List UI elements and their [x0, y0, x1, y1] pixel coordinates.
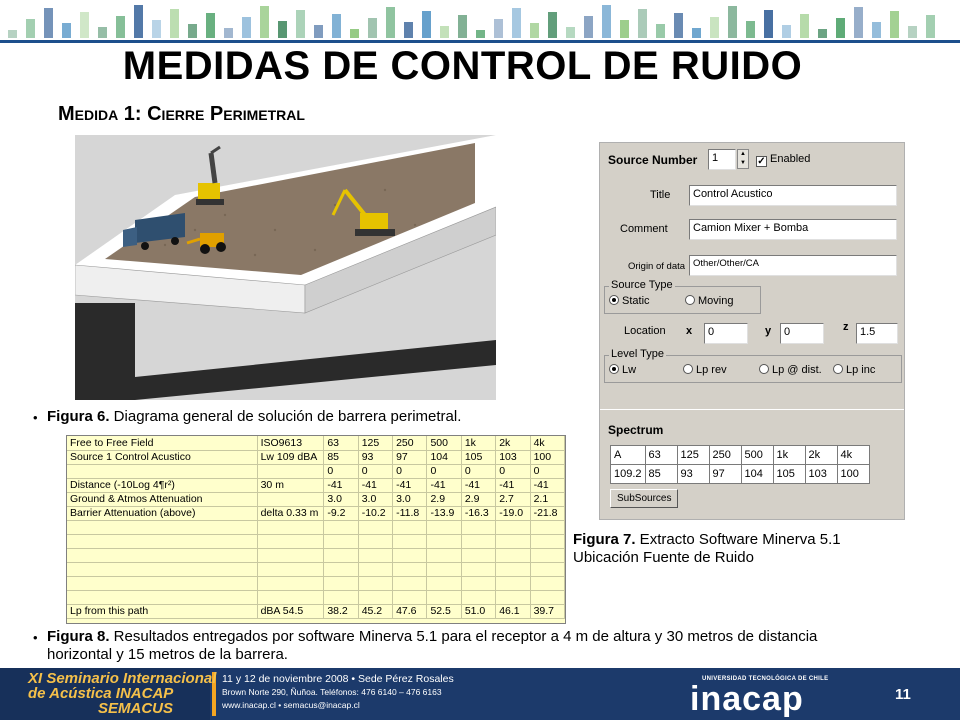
- level-lw-dot[interactable]: [609, 364, 619, 374]
- comment-label: Comment: [620, 223, 668, 235]
- table-cell: 93: [358, 450, 392, 464]
- equalizer-bar: [134, 5, 143, 38]
- equalizer-bar: [26, 19, 35, 38]
- table-cell: 0: [461, 464, 495, 478]
- equalizer-bar: [890, 11, 899, 38]
- table-empty-row: [67, 534, 565, 548]
- table-cell: -21.8: [530, 506, 564, 520]
- equalizer-bar: [332, 14, 341, 38]
- table-cell: 52.5: [427, 604, 461, 618]
- table-cell: -41: [461, 478, 495, 492]
- equalizer-bar: [764, 10, 773, 38]
- equalizer-bar: [116, 16, 125, 38]
- table-cell: [496, 534, 530, 548]
- location-label: Location: [624, 325, 666, 337]
- table-cell: [530, 562, 564, 576]
- table-cell: Distance (-10Log 4¶r²): [67, 478, 257, 492]
- table-cell: [427, 534, 461, 548]
- table-cell: [461, 520, 495, 534]
- level-lpdist-label: Lp @ dist.: [772, 364, 822, 376]
- equalizer-bar: [260, 6, 269, 38]
- moving-radio[interactable]: [685, 295, 733, 307]
- spectrum-header-cell: 125: [677, 446, 709, 465]
- equalizer-bar: [836, 18, 845, 38]
- equalizer-bar: [8, 30, 17, 38]
- spectrum-value-cell[interactable]: 100: [837, 465, 869, 484]
- y-input[interactable]: 0: [780, 323, 824, 344]
- level-lprev-dot[interactable]: [683, 364, 693, 374]
- table-cell: [358, 562, 392, 576]
- level-lpinc-radio[interactable]: [833, 364, 875, 376]
- event-line2: de Acústica INACAP: [28, 685, 174, 702]
- equalizer-bar: [62, 23, 71, 38]
- table-cell: 0: [496, 464, 530, 478]
- equalizer-bar: [818, 29, 827, 38]
- table-cell: 0: [358, 464, 392, 478]
- table-empty-row: [67, 590, 565, 604]
- table-cell: [393, 576, 427, 590]
- table-cell: 0: [393, 464, 427, 478]
- table-cell: 105: [461, 450, 495, 464]
- equalizer-bar: [386, 7, 395, 38]
- table-cell: [427, 548, 461, 562]
- table-cell: -10.2: [358, 506, 392, 520]
- table-cell: [496, 548, 530, 562]
- equalizer-bar: [494, 19, 503, 38]
- level-lprev-label: Lp rev: [696, 364, 727, 376]
- table-cell: [67, 548, 257, 562]
- table-cell: Ground & Atmos Attenuation: [67, 492, 257, 506]
- equalizer-bar: [350, 29, 359, 38]
- table-cell: 3.0: [358, 492, 392, 506]
- equalizer-bar: [296, 10, 305, 38]
- slide-subtitle: Medida 1: Cierre Perimetral: [58, 103, 305, 125]
- equalizer-bar: [674, 13, 683, 38]
- moving-label: Moving: [698, 295, 734, 307]
- spectrum-value-cell[interactable]: 104: [741, 465, 773, 484]
- equalizer-bar: [206, 13, 215, 38]
- table-cell: -13.9: [427, 506, 461, 520]
- equalizer-bar: [620, 20, 629, 38]
- table-cell: [530, 534, 564, 548]
- fig6-caption: [47, 408, 567, 426]
- table-cell: [257, 590, 324, 604]
- equalizer-bar: [80, 12, 89, 38]
- equalizer-bar: [314, 25, 323, 38]
- table-cell: 45.2: [358, 604, 392, 618]
- table-cell: [427, 520, 461, 534]
- equalizer-bar: [656, 24, 665, 38]
- fig6-label: Figura 6.: [47, 408, 110, 425]
- table-cell: 2.7: [496, 492, 530, 506]
- equalizer-bar: [44, 8, 53, 38]
- level-lpdist-dot[interactable]: [759, 364, 769, 374]
- level-lpinc-label: Lp inc: [846, 364, 876, 376]
- equalizer-bar: [584, 16, 593, 38]
- spectrum-header-cell: 63: [645, 446, 677, 465]
- fig7-label: Figura 7.: [573, 531, 636, 548]
- table-cell: 38.2: [324, 604, 358, 618]
- fig8-text: Resultados entregados por software Minerva 5.1 para el receptor a 4 m de altura y 30 metros de distancia horizontal y 15 metros de la barrera.: [47, 628, 818, 663]
- spectrum-header-cell: 1k: [773, 446, 805, 465]
- table-cell: 250: [393, 436, 427, 450]
- table-empty-row: [67, 562, 565, 576]
- table-cell: [358, 590, 392, 604]
- equalizer-bar: [746, 21, 755, 38]
- table-cell: 2.9: [427, 492, 461, 506]
- table-cell: 104: [427, 450, 461, 464]
- static-radio-dot[interactable]: [609, 295, 619, 305]
- table-cell: 46.1: [496, 604, 530, 618]
- table-cell: -41: [427, 478, 461, 492]
- source-number-spinner[interactable]: ▲ ▼: [737, 149, 749, 169]
- table-row: [67, 464, 565, 478]
- table-cell: [427, 576, 461, 590]
- equalizer-bar: [404, 22, 413, 38]
- equalizer-bar: [422, 11, 431, 38]
- equalizer-bar: [476, 30, 485, 38]
- table-cell: [427, 590, 461, 604]
- table-cell: 100: [530, 450, 564, 464]
- fig7-line1: Extracto Software Minerva 5.1: [635, 531, 841, 548]
- comment-input[interactable]: Camion Mixer + Bomba: [689, 219, 897, 240]
- table-cell: 0: [427, 464, 461, 478]
- origin-input[interactable]: Other/Other/CA: [689, 255, 897, 276]
- table-cell: 97: [393, 450, 427, 464]
- fig6-text: Diagrama general de solución de barrera perimetral.: [109, 408, 462, 425]
- table-cell: [324, 590, 358, 604]
- table-cell: [324, 548, 358, 562]
- event-dates: 11 y 12 de noviembre 2008 • Sede Pérez Rosales: [222, 673, 454, 685]
- enabled-label: Enabled: [770, 153, 811, 165]
- level-type-title: Level Type: [611, 348, 665, 360]
- equalizer-bar: [710, 17, 719, 38]
- x-input[interactable]: 0: [704, 323, 748, 344]
- table-cell: -11.8: [393, 506, 427, 520]
- table-cell: [67, 464, 257, 478]
- equalizer-bar: [800, 14, 809, 38]
- table-cell: [393, 520, 427, 534]
- spectrum-value-cell[interactable]: 93: [677, 465, 709, 484]
- table-cell: [393, 548, 427, 562]
- equalizer-bar: [548, 12, 557, 38]
- table-cell: -41: [530, 478, 564, 492]
- table-cell: ISO9613: [257, 436, 324, 450]
- equalizer-bar: [224, 28, 233, 38]
- spectrum-table: [610, 445, 870, 484]
- minerva-source-panel: [599, 142, 905, 520]
- level-lpdist-radio[interactable]: [759, 364, 822, 376]
- table-cell: 85: [324, 450, 358, 464]
- z-input[interactable]: 1.5: [856, 323, 898, 344]
- table-cell: [461, 576, 495, 590]
- table-cell: 2.1: [530, 492, 564, 506]
- table-cell: 30 m: [257, 478, 324, 492]
- source-type-group: [604, 279, 761, 314]
- fig7-line2: Ubicación Fuente de Ruido: [573, 549, 754, 566]
- table-cell: [257, 464, 324, 478]
- equalizer-bar: [188, 24, 197, 38]
- table-cell: [324, 534, 358, 548]
- equalizer-bar: [602, 5, 611, 38]
- spectrum-value-cell[interactable]: 105: [773, 465, 805, 484]
- table-cell: 125: [358, 436, 392, 450]
- spectrum-label: Spectrum: [608, 423, 664, 437]
- equalizer-bar: [512, 8, 521, 38]
- table-cell: [461, 548, 495, 562]
- x-label: x: [686, 325, 693, 337]
- spectrum-header-cell: 4k: [837, 446, 869, 465]
- table-cell: [257, 520, 324, 534]
- table-cell: [324, 520, 358, 534]
- equalizer-bar: [440, 26, 449, 38]
- table-row: [67, 506, 565, 520]
- table-row: [67, 450, 565, 464]
- title-label: Title: [650, 189, 671, 201]
- table-cell: -41: [358, 478, 392, 492]
- static-label: Static: [622, 295, 650, 307]
- table-cell: [393, 562, 427, 576]
- university-tagline: UNIVERSIDAD TECNOLÓGICA DE CHILE: [702, 676, 829, 682]
- table-cell: [530, 590, 564, 604]
- table-cell: [257, 534, 324, 548]
- table-cell: Lw 109 dBA: [257, 450, 324, 464]
- table-cell: [530, 576, 564, 590]
- subsources-button[interactable]: SubSources: [610, 489, 678, 508]
- table-total-row: [67, 604, 565, 618]
- spectrum-value-cell[interactable]: 103: [805, 465, 837, 484]
- equalizer-bar: [152, 20, 161, 38]
- table-cell: [358, 576, 392, 590]
- table-cell: [530, 520, 564, 534]
- equalizer-bar: [278, 21, 287, 38]
- equalizer-bar: [908, 26, 917, 38]
- table-cell: -41: [324, 478, 358, 492]
- event-name: [28, 671, 216, 716]
- table-cell: 39.7: [530, 604, 564, 618]
- table-cell: 500: [427, 436, 461, 450]
- table-cell: 103: [496, 450, 530, 464]
- table-cell: [67, 562, 257, 576]
- table-empty-row: [67, 520, 565, 534]
- table-empty-row: [67, 576, 565, 590]
- equalizer-bar: [692, 28, 701, 38]
- origin-label: Origin of data: [628, 261, 686, 272]
- table-cell: Lp from this path: [67, 604, 257, 618]
- table-cell: 0: [324, 464, 358, 478]
- equalizer-bar: [98, 27, 107, 38]
- level-lprev-radio[interactable]: [683, 364, 727, 376]
- page-number: 11: [895, 686, 911, 703]
- barrier-diagram-image: [75, 135, 496, 400]
- table-cell: [393, 590, 427, 604]
- table-cell: [358, 548, 392, 562]
- event-address: Brown Norte 290, Ñuñoa. Teléfonos: 476 6140 – 476 6163: [222, 687, 442, 697]
- table-cell: [393, 534, 427, 548]
- table-cell: [461, 590, 495, 604]
- spectrum-header-cell: A: [611, 446, 646, 465]
- equalizer-bar: [242, 17, 251, 38]
- table-cell: -19.0: [496, 506, 530, 520]
- level-lpinc-dot[interactable]: [833, 364, 843, 374]
- table-cell: [67, 576, 257, 590]
- equalizer-bar: [458, 15, 467, 38]
- equalizer-bar: [638, 9, 647, 38]
- bullet-fig8: •: [33, 630, 38, 645]
- fig8-caption: [47, 628, 847, 664]
- equalizer-bar: [872, 22, 881, 38]
- table-cell: -16.3: [461, 506, 495, 520]
- fig8-label: Figura 8.: [47, 628, 110, 645]
- table-cell: [496, 562, 530, 576]
- equalizer-bar: [728, 6, 737, 38]
- table-header-row: [67, 436, 565, 450]
- table-row: [67, 492, 565, 506]
- table-cell: [257, 492, 324, 506]
- level-lw-label: Lw: [622, 364, 637, 376]
- table-cell: 4k: [530, 436, 564, 450]
- top-banner: [0, 0, 960, 42]
- table-cell: Source 1 Control Acustico: [67, 450, 257, 464]
- table-cell: [67, 534, 257, 548]
- spectrum-header-row: [611, 446, 870, 465]
- table-cell: [67, 520, 257, 534]
- table-cell: 1k: [461, 436, 495, 450]
- top-divider: [0, 40, 960, 43]
- static-radio[interactable]: [609, 295, 650, 307]
- source-number-input[interactable]: 1: [708, 149, 736, 170]
- equalizer-bar: [566, 27, 575, 38]
- table-row: [67, 478, 565, 492]
- spectrum-values-row: [611, 465, 870, 484]
- spectrum-header-cell: 500: [741, 446, 773, 465]
- source-type-title: Source Type: [611, 279, 673, 291]
- table-cell: -41: [496, 478, 530, 492]
- inacap-logo: inacap: [690, 680, 804, 718]
- table-cell: 2k: [496, 436, 530, 450]
- table-cell: 51.0: [461, 604, 495, 618]
- title-input[interactable]: Control Acustico: [689, 185, 897, 206]
- spectrum-value-cell[interactable]: 109.2: [611, 465, 646, 484]
- table-cell: [496, 576, 530, 590]
- table-cell: [324, 562, 358, 576]
- table-cell: Barrier Attenuation (above): [67, 506, 257, 520]
- table-cell: dBA 54.5: [257, 604, 324, 618]
- table-cell: [67, 590, 257, 604]
- table-cell: 2.9: [461, 492, 495, 506]
- table-cell: [427, 562, 461, 576]
- enabled-checkbox-wrap[interactable]: [756, 153, 810, 167]
- table-cell: [461, 562, 495, 576]
- table-cell: [257, 548, 324, 562]
- level-lw-radio[interactable]: [609, 364, 636, 376]
- equalizer-bar: [368, 18, 377, 38]
- table-cell: 3.0: [324, 492, 358, 506]
- y-label: y: [765, 325, 772, 337]
- table-cell: Free to Free Field: [67, 436, 257, 450]
- table-cell: [496, 590, 530, 604]
- event-info: [222, 672, 454, 712]
- table-cell: 63: [324, 436, 358, 450]
- event-line1: XI Seminario Internacional: [28, 670, 217, 687]
- results-table: [66, 435, 566, 624]
- spectrum-header-cell: 250: [709, 446, 741, 465]
- table-cell: [324, 576, 358, 590]
- moving-radio-dot[interactable]: [685, 295, 695, 305]
- table-cell: 47.6: [393, 604, 427, 618]
- table-cell: [461, 534, 495, 548]
- table-cell: -41: [393, 478, 427, 492]
- fig7-caption: [573, 531, 953, 567]
- table-cell: 0: [530, 464, 564, 478]
- table-cell: delta 0.33 m: [257, 506, 324, 520]
- bullet-fig6: •: [33, 410, 38, 425]
- source-number-label: Source Number: [608, 153, 698, 167]
- z-label: z: [843, 321, 849, 333]
- table-cell: [358, 534, 392, 548]
- event-web: www.inacap.cl • semacus@inacap.cl: [222, 700, 360, 710]
- table-cell: [257, 576, 324, 590]
- equalizer-bar: [782, 25, 791, 38]
- spectrum-divider: [600, 409, 904, 410]
- table-cell: -9.2: [324, 506, 358, 520]
- equalizer-bar: [530, 23, 539, 38]
- event-line3: SEMACUS: [98, 700, 174, 717]
- table-cell: [496, 520, 530, 534]
- level-type-group: [604, 348, 902, 383]
- equalizer-bar: [854, 7, 863, 38]
- equalizer-bar: [926, 15, 935, 38]
- enabled-checkbox[interactable]: ✓: [757, 156, 766, 167]
- table-cell: [358, 520, 392, 534]
- table-cell: [530, 548, 564, 562]
- spectrum-value-cell[interactable]: 85: [645, 465, 677, 484]
- spectrum-header-cell: 2k: [805, 446, 837, 465]
- spectrum-value-cell[interactable]: 97: [709, 465, 741, 484]
- table-empty-row: [67, 548, 565, 562]
- table-cell: [257, 562, 324, 576]
- footer-banner: [0, 668, 960, 720]
- equalizer-bar: [170, 9, 179, 38]
- table-cell: 3.0: [393, 492, 427, 506]
- slide-title: MEDIDAS DE CONTROL DE RUIDO: [122, 44, 803, 88]
